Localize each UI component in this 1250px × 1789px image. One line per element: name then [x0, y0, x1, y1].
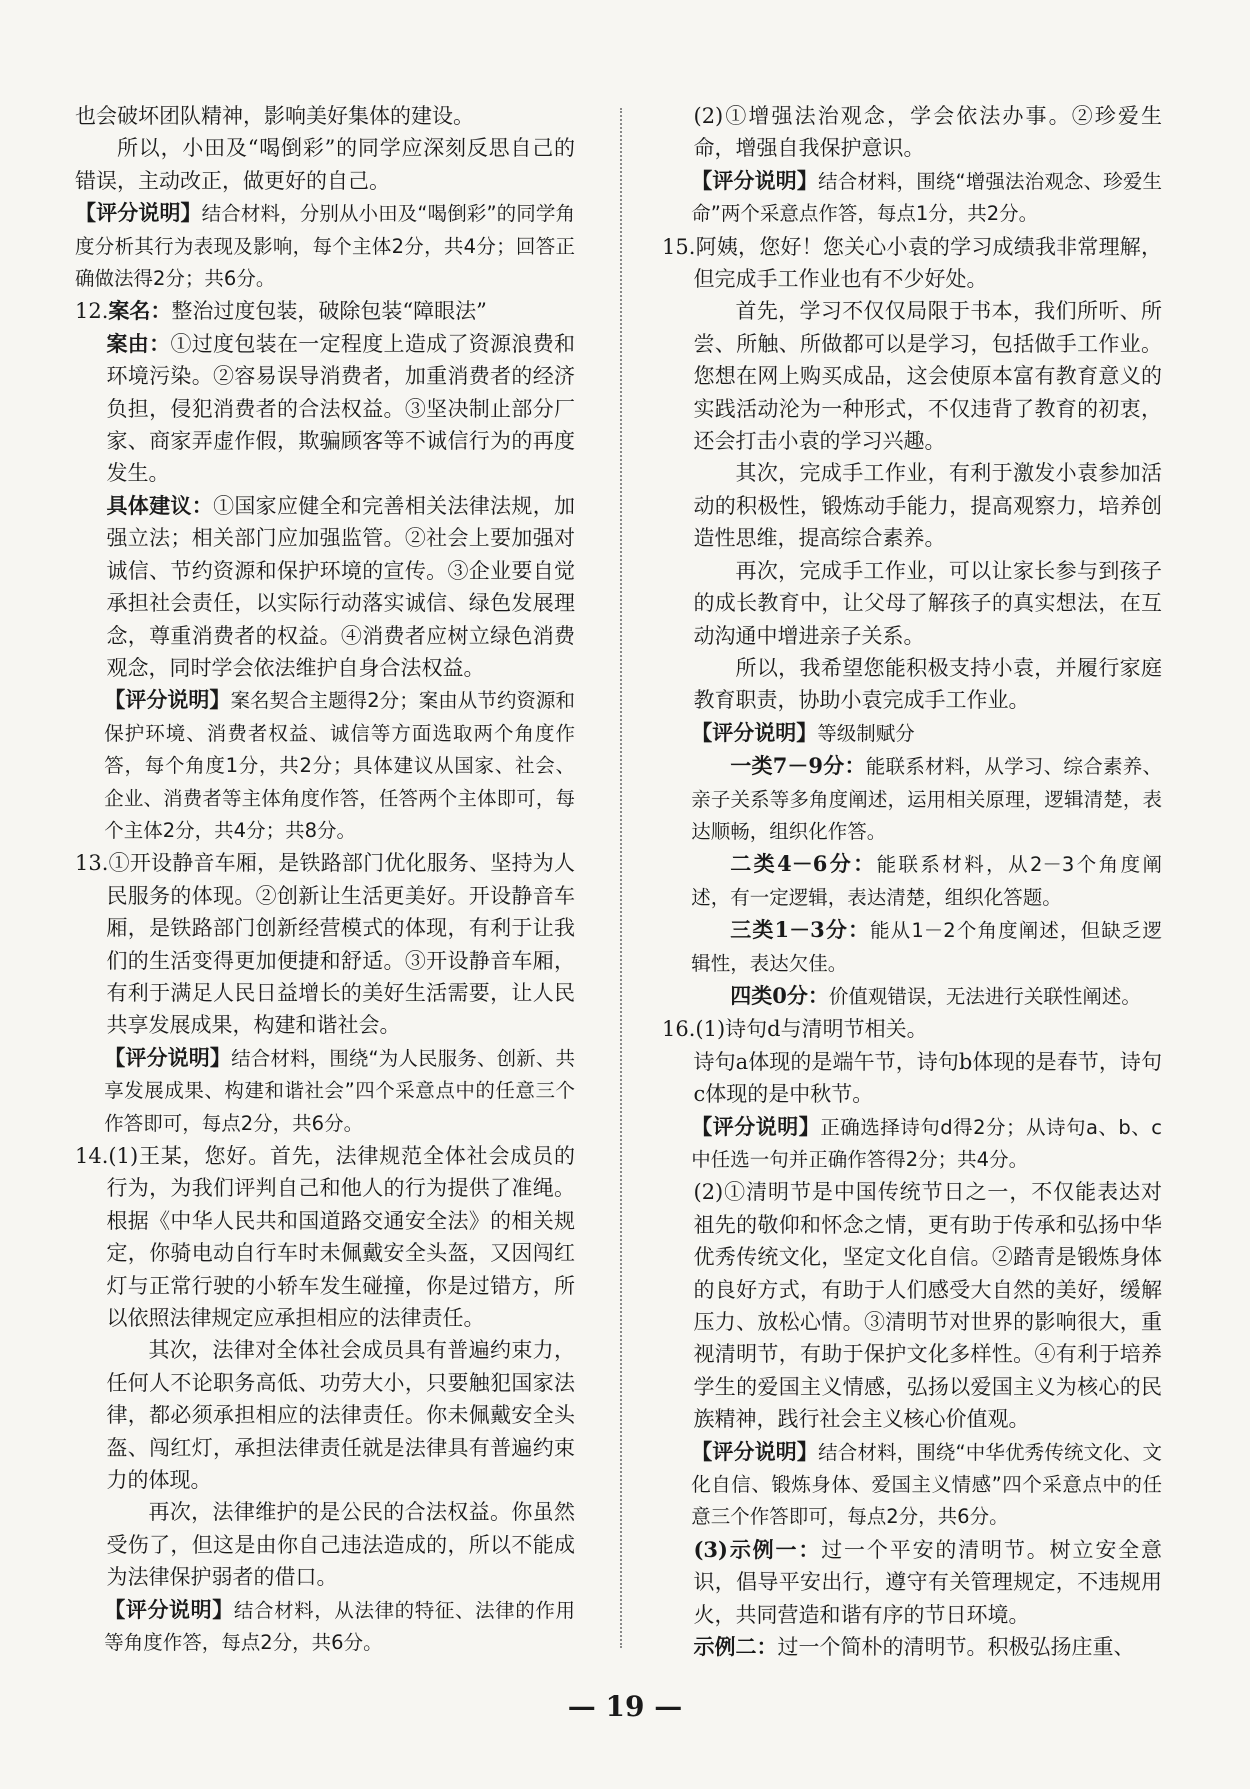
scoring-note: 【评分说明】等级制赋分 — [691, 719, 915, 745]
scoring-note: 【评分说明】结合材料，围绕“增强法治观念、珍爱生命”两个采意点作答，每点1分，共2分。 — [691, 167, 1163, 226]
paragraph: 所以，小田及“喝倒彩”的同学应深刻反思自己的错误，主动改正，做更好的自己。 — [75, 136, 575, 193]
scoring-note: 【评分说明】结合材料，从法律的特征、法律的作用等角度作答，每点2分，共6分。 — [104, 1596, 575, 1655]
question-16: 16.(1)诗句d与清明节相关。 — [662, 1017, 928, 1042]
question-15: 15.阿姨，您好！您关心小袁的学习成绩我非常理解，但完成手工作业也有不少好处。 — [662, 234, 1162, 292]
example-one: (3)示例一：过一个平安的清明节。树立安全意识，倡导平安出行，遵守有关管理规定，不违规用火，共同营造和谐有序的节日环境。 — [693, 1536, 1163, 1627]
paragraph: (2)①增强法治观念，学会依法办事。②珍爱生命，增强自我保护意识。 — [693, 104, 1162, 161]
example-two: 示例二：过一个简朴的清明节。积极弘扬庄重、 — [693, 1634, 1135, 1660]
scoring-note: 【评分说明】正确选择诗句d得2分；从诗句a、b、c中任选一句并正确作答得2分；共4分。 — [691, 1113, 1162, 1171]
scoring-note: 【评分说明】结合材料，围绕“中华优秀传统文化、文化自信、锻炼身体、爱国主义情感”四个采意点中的任意三个作答即可，每点2分，共6分。 — [691, 1438, 1163, 1529]
question-13: 13.①开设静音车厢，是铁路部门优化服务、坚持为人民服务的体现。②创新让生活更美好。开设静音车厢，是铁路部门创新经营模式的体现，有利于让我们的生活变得更加便捷和舒适。③开设静音车厢，有利于满足人民日益增长的美好生活需要，让人民共享发展成果，构建和谐社会。 — [75, 851, 575, 1038]
scoring-note: 【评分说明】结合材料，围绕“为人民服务、创新、共享发展成果、构建和谐社会”四个采意点中的任意三个作答即可，每点2分，共6分。 — [104, 1044, 576, 1135]
paragraph: 其次，法律对全体社会成员具有普遍约束力，任何人不论职务高低、功劳大小，只要触犯国家法律，都必须承担相应的法律责任。你未佩戴安全头盔、闯红灯，承担法律责任就是法律具有普遍约束力的体现。 — [106, 1338, 575, 1493]
left-column — [75, 100, 575, 1660]
paragraph: 首先，学习不仅仅局限于书本，我们所听、所尝、所触、所做都可以是学习，包括做手工作业。您想在网上购买成品，这会使原本富有教育意义的实践活动沦为一种形式，不仅违背了教育的初衷，还会打击小袁的学习兴趣。 — [693, 299, 1162, 454]
grade-level: 四类0分：价值观错误，无法进行关联性阐述。 — [730, 982, 1141, 1008]
paragraph: 也会破坏团队精神，影响美好集体的建设。 — [75, 104, 474, 128]
column-divider — [620, 108, 622, 1648]
grade-level: 二类4－6分：能联系材料，从2－3个角度阐述，有一定逻辑，表达清楚，组织化答题。 — [691, 851, 1162, 909]
paragraph: 诗句a体现的是端午节，诗句b体现的是春节，诗句c体现的是中秋节。 — [693, 1049, 1162, 1107]
page-number: — 19 — — [567, 1690, 683, 1723]
paragraph: 再次，完成手工作业，可以让家长参与到孩子的成长教育中，让父母了解孩子的真实想法，在互动沟通中增进亲子关系。 — [693, 558, 1162, 648]
paragraph: 所以，我希望您能积极支持小袁，并履行家庭教育职责，协助小袁完成手工作业。 — [693, 655, 1162, 713]
scoring-note: 【评分说明】案名契合主题得2分；案由从节约资源和保护环境、消费者权益、诚信等方面选取两个角度作答，每个角度1分，共2分；具体建议从国家、社会、企业、消费者等主体角度作答，任答两个主体即可，每个主体2分，共4分；共8分。 — [104, 687, 575, 842]
scoring-note: 【评分说明】结合材料，分别从小田及“喝倒彩”的同学角度分析其行为表现及影响，每个主体2分，共4分；回答正确做法得2分；共6分。 — [75, 200, 575, 291]
q12-advice: 具体建议：①国家应健全和完善相关法律法规，加强立法；相关部门应加强监管。②社会上要加强对诚信、节约资源和保护环境的宣传。③企业要自觉承担社会责任，以实际行动落实诚信、绿色发展理念，尊重消费者的权益。④消费者应树立绿色消费观念，同时学会依法维护自身合法权益。 — [106, 492, 576, 680]
paragraph: 其次，完成手工作业，有利于激发小袁参加活动的积极性，锻炼动手能力，提高观察力，培养创造性思维，提高综合素养。 — [693, 461, 1162, 551]
q12-reason: 案由：①过度包装在一定程度上造成了资源浪费和环境污染。②容易误导消费者，加重消费者的经济负担，侵犯消费者的合法权益。③坚决制止部分厂家、商家弄虚作假，欺骗顾客等不诚信行为的再度发生。 — [106, 330, 576, 486]
paragraph: 再次，法律维护的是公民的合法权益。你虽然受伤了，但这是由你自己违法造成的，所以不能成为法律保护弱者的借口。 — [106, 1500, 575, 1590]
grade-level: 三类1－3分：能从1－2个角度阐述，但缺乏逻辑性，表达欠佳。 — [691, 917, 1162, 975]
question-14: 14.(1)王某，您好。首先，法律规范全体社会成员的行为，为我们评判自己和他人的行为提供了准绳。根据《中华人民共和国道路交通安全法》的相关规定，你骑电动自行车时未佩戴安全头盔，又因闯红灯与正常行驶的小轿车发生碰撞，你是过错方，所以依照法律规定应承担相应的法律责任。 — [75, 1144, 575, 1331]
grade-level: 一类7－9分：能联系材料，从学习、综合素养、亲子关系等多角度阐述，运用相关原理，逻辑清楚，表达顺畅，组织化作答。 — [691, 753, 1162, 843]
paragraph: (2)①清明节是中国传统节日之一，不仅能表达对祖先的敬仰和怀念之情，更有助于传承和弘扬中华优秀传统文化，坚定文化自信。②踏青是锻炼身体的良好方式，有助于人们感受大自然的美好，缓解压力、放松心情。③清明节对世界的影响很大，重视清明节，有助于保护文化多样性。④有利于培养学生的爱国主义情感，弘扬以爱国主义为核心的民族精神，践行社会主义核心价值观。 — [693, 1180, 1162, 1432]
question-12: 12.案名：整治过度包装，破除包装“障眼法” — [75, 298, 487, 324]
right-column — [662, 100, 1162, 1664]
scoring-note-tag: 【评分说明】 — [75, 200, 202, 226]
